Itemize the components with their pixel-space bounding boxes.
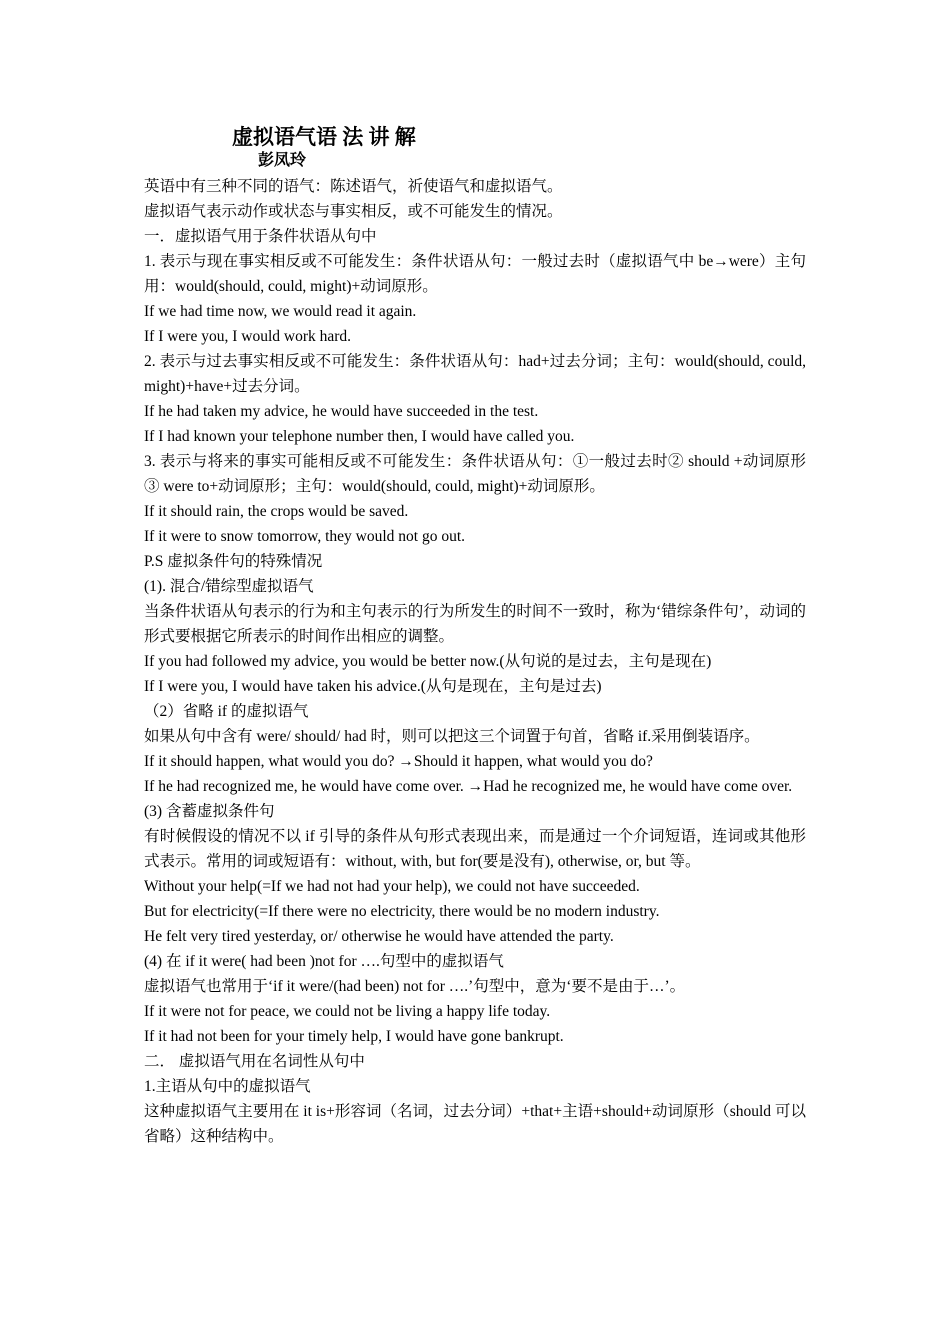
text-line: 虚拟语气也常用于‘if it were/(had been) not for ….’句型中，意为‘要不是由于…’。	[144, 978, 686, 995]
paragraph: 当条件状语从句表示的行为和主句表示的行为所发生的时间不一致时，称为‘错综条件句’，动词的形式要根据它所表示的时间作出相应的调整。	[144, 603, 806, 645]
paragraph: 2. 表示与过去事实相反或不可能发生：条件状语从句：had+过去分词；主句：would(should, could, might)+have+过去分词。	[144, 353, 806, 395]
text-line: If it were not for peace, we could not be living a happy life today.	[144, 1003, 551, 1020]
document-author: 彭凤玲	[258, 152, 307, 169]
text-line: If I were you, I would work hard.	[144, 328, 352, 345]
text-line: He felt very tired yesterday, or/ otherwise he would have attended the party.	[144, 928, 614, 945]
paragraph: If he had recognized me, he would have come over. →Had he recognized me, he would have come over.	[144, 778, 793, 795]
text-line: If it were to snow tomorrow, they would not go out.	[144, 528, 466, 545]
paragraph: 这种虚拟语气主要用在 it is+形容词（名词，过去分词）+that+主语+should+动词原形（should 可以省略）这种结构中。	[144, 1103, 806, 1145]
paragraph: 1. 表示与现在事实相反或不可能发生：条件状语从句：一般过去时（虚拟语气中 be→were）主句用：would(should, could, might)+动词原形。	[144, 253, 806, 295]
text-line: (4) 在 if it were( had been )not for ….句型中的虚拟语气	[144, 953, 504, 970]
text-line: If he had taken my advice, he would have succeeded in the test.	[144, 403, 539, 420]
text-line: But for electricity(=If there were no electricity, there would be no modern industry.	[144, 903, 660, 920]
text-line: If I were you, I would have taken his advice.(从句是现在，主句是过去)	[144, 678, 602, 695]
document-title: 虚拟语气语 法 讲 解	[232, 125, 416, 149]
text-line: 1.主语从句中的虚拟语气	[144, 1078, 311, 1095]
text-line: (1). 混合/错综型虚拟语气	[144, 578, 314, 595]
text-line: If we had time now, we would read it again.	[144, 303, 417, 320]
document-body	[144, 174, 806, 1149]
paragraph: 3. 表示与将来的事实可能相反或不可能发生：条件状语从句：①一般过去时② should +动词原形③ were to+动词原形；主句：would(should, could, might)+动词原形。	[144, 453, 806, 495]
text-line: 如果从句中含有 were/ should/ had 时，则可以把这三个词置于句首，省略 if.采用倒装语序。	[144, 728, 760, 745]
text-line: 虚拟语气表示动作或状态与事实相反，或不可能发生的情况。	[144, 203, 563, 220]
text-line: 英语中有三种不同的语气：陈述语气，祈使语气和虚拟语气。	[144, 178, 563, 195]
text-line: 二． 虚拟语气用在名词性从句中	[144, 1053, 365, 1070]
text-line: If it should happen, what would you do? →Should it happen, what would you do?	[144, 753, 653, 770]
text-line: （2）省略 if 的虚拟语气	[144, 703, 309, 720]
text-line: 一．虚拟语气用于条件状语从句中	[144, 228, 377, 245]
paragraph: 有时候假设的情况不以 if 引导的条件从句形式表现出来，而是通过一个介词短语，连词或其他形式表示。常用的词或短语有：without, with, but for(要是没有), otherwise, or, but 等。	[144, 828, 806, 870]
text-line: If I had known your telephone number then, I would have called you.	[144, 428, 575, 445]
text-line: Without your help(=If we had not had your help), we could not have succeeded.	[144, 878, 640, 895]
text-line: If you had followed my advice, you would be better now.(从句说的是过去，主句是现在)	[144, 653, 712, 670]
text-line: (3) 含蓄虚拟条件句	[144, 803, 275, 820]
text-line: P.S 虚拟条件句的特殊情况	[144, 553, 323, 570]
text-line: If it should rain, the crops would be saved.	[144, 503, 409, 520]
text-line: If it had not been for your timely help, I would have gone bankrupt.	[144, 1028, 564, 1045]
